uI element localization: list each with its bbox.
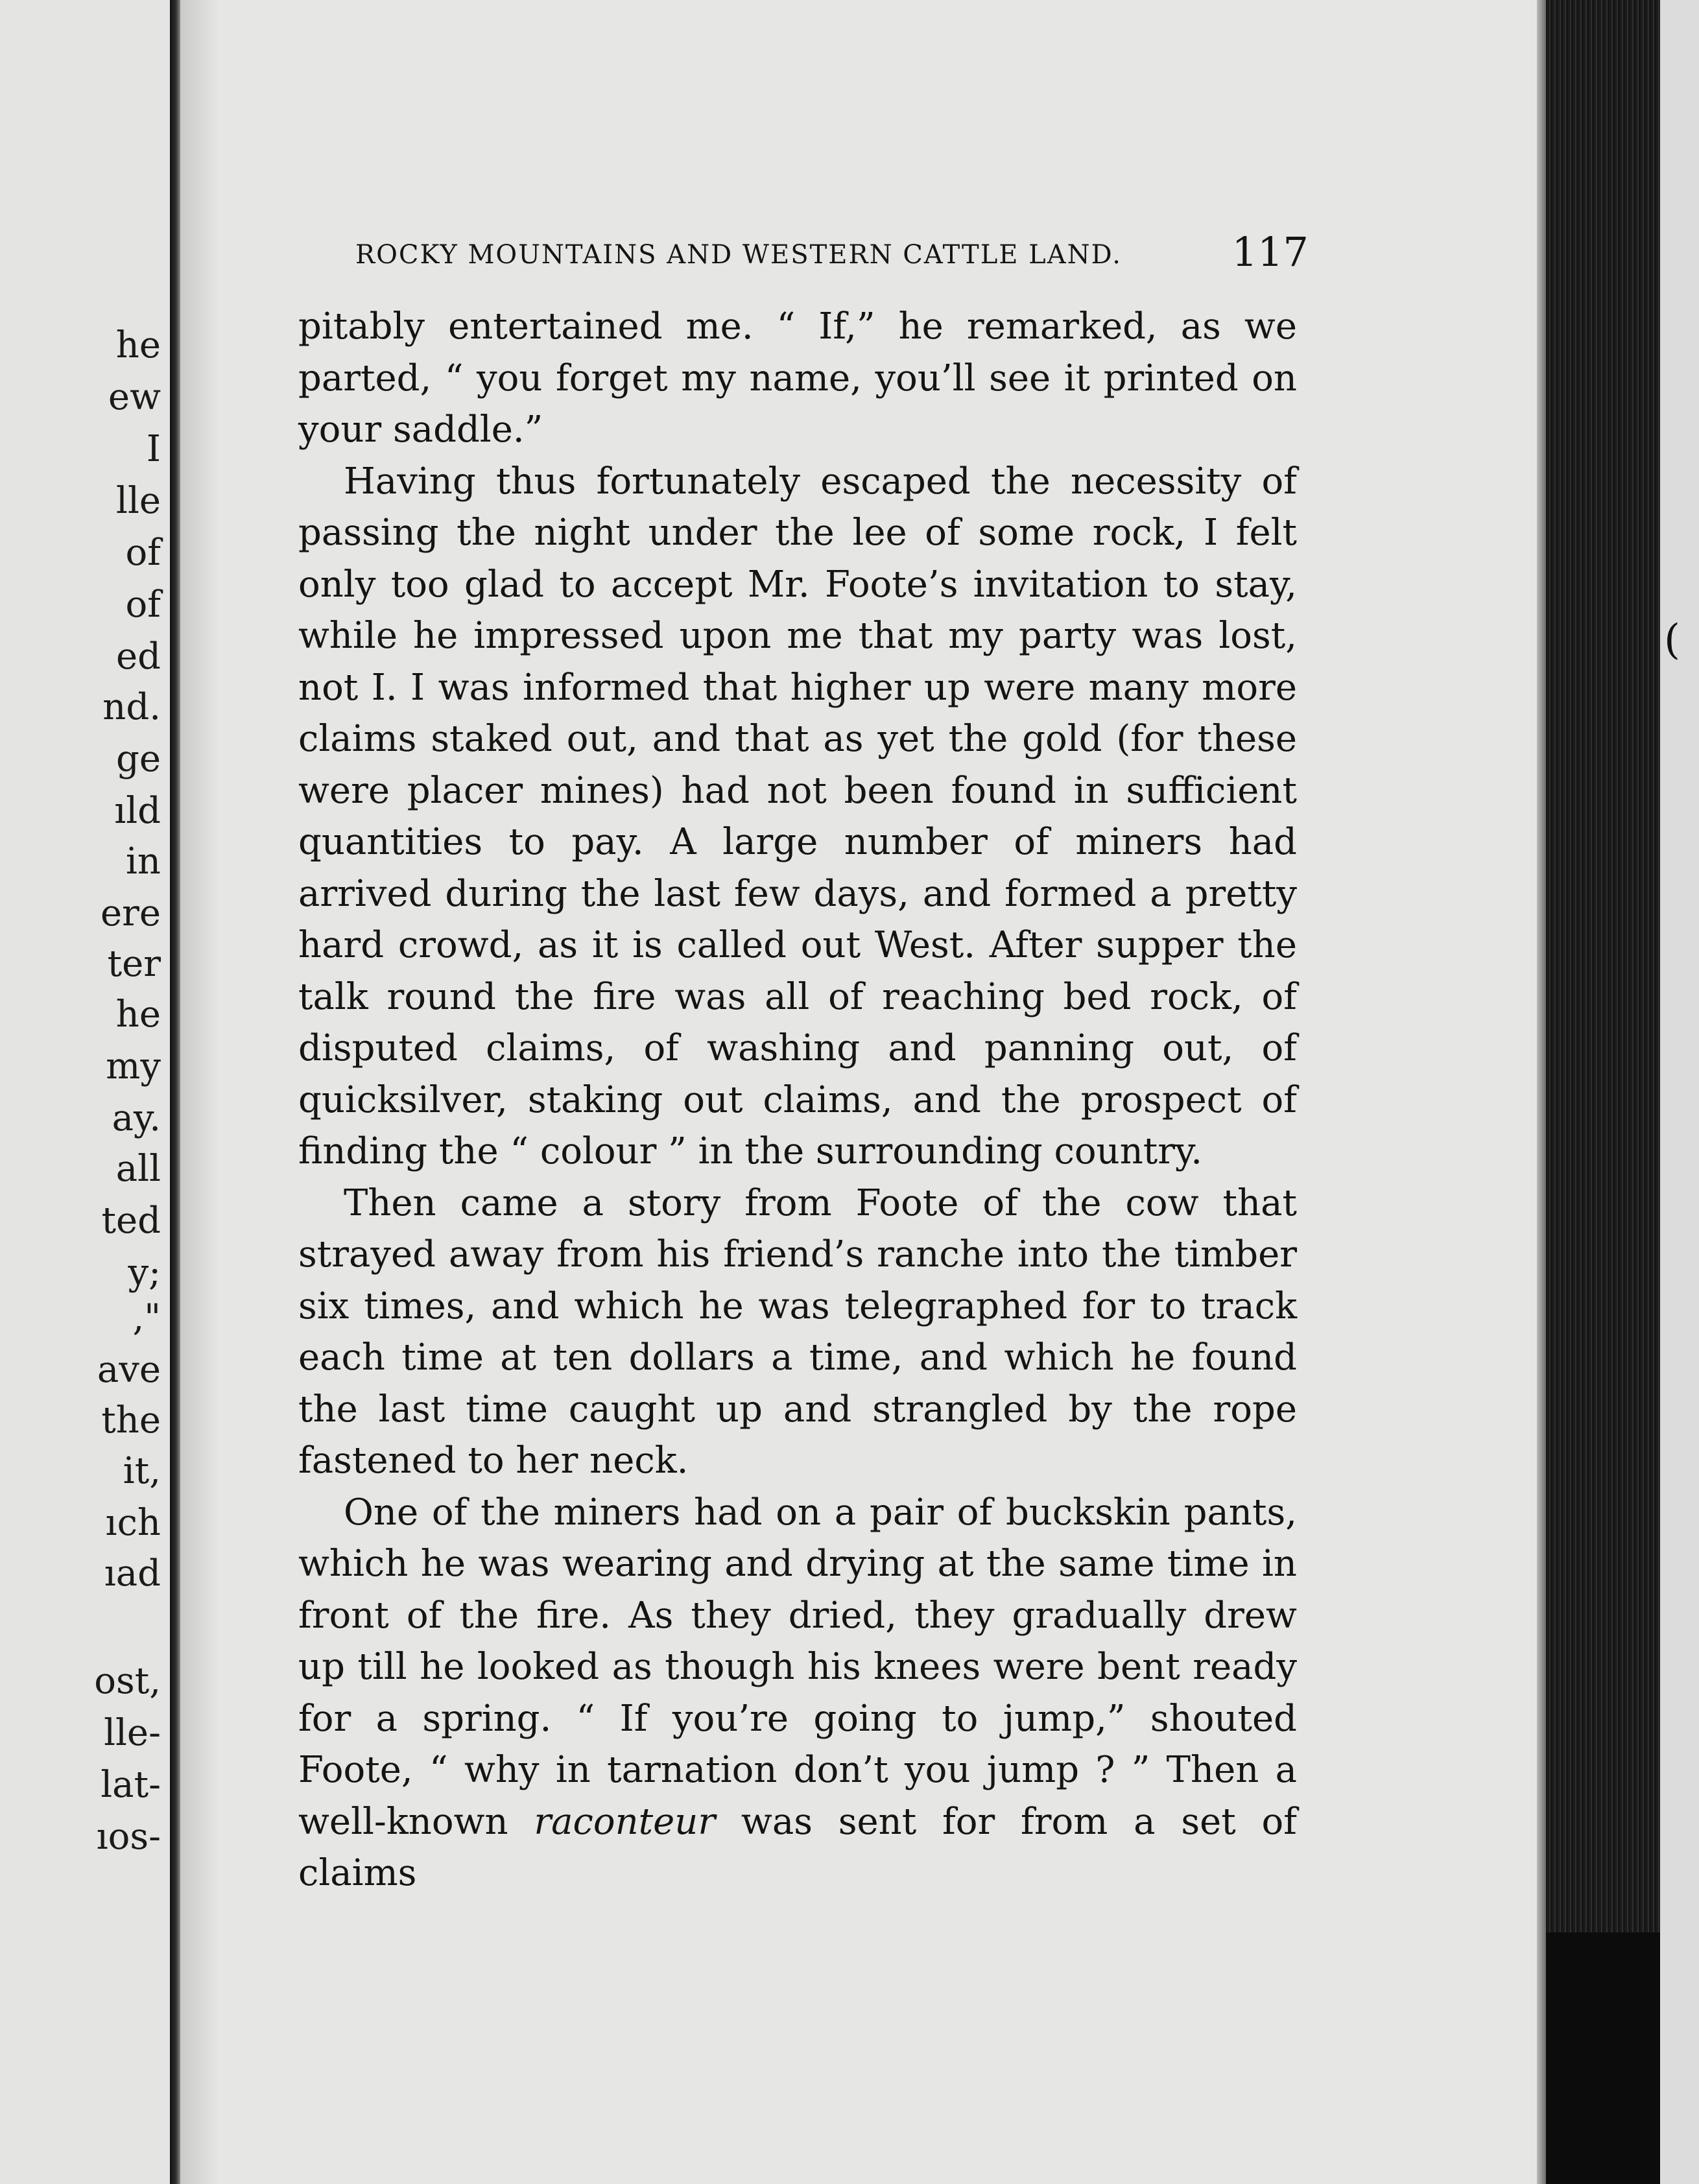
left-page-fragment: he	[115, 324, 161, 366]
left-page-fragment: ıld	[114, 790, 161, 832]
paragraph	[298, 1178, 1297, 1487]
left-facing-page	[0, 0, 170, 2184]
left-page-fragment: ,"	[132, 1297, 161, 1339]
left-page-fragment: my	[106, 1045, 161, 1087]
scan-margin	[1660, 0, 1699, 2184]
left-page-fragment: ıad	[104, 1552, 161, 1595]
left-page-fragment: nd.	[102, 686, 161, 728]
left-page-fragment: y;	[128, 1252, 161, 1294]
left-page-fragment: it,	[123, 1450, 161, 1492]
gutter-shadow	[180, 0, 219, 2184]
left-page-fragment: lle	[116, 480, 161, 522]
paragraph-text: was sent for from a set of claims	[298, 1800, 1297, 1894]
left-page-fragment: in	[126, 840, 161, 883]
book-gutter	[170, 0, 180, 2184]
italic-text: raconteur	[534, 1800, 716, 1843]
left-page-fragment: ere	[100, 892, 161, 934]
page-edge-highlight	[1537, 0, 1546, 2184]
left-page-fragment: of	[125, 584, 161, 626]
left-page-fragment: ted	[101, 1200, 161, 1242]
left-page-fragment: ave	[97, 1349, 161, 1391]
left-page-fragment: ost,	[94, 1660, 161, 1702]
paragraph-text: Having thus fortunately escaped the necessity of passing the night under the lee of some rock, I felt only too glad to accept Mr. Foote’s invitation to stay, while he impressed upon me that my party was lost, not I. I was informed that higher up were many more claims staked out, and that as yet the gold (for these were placer mines) had not been found in sufficient quantities to pay. A large number of miners had arrived during the last few days, and formed a pretty hard crowd, as it is called out West. After supper the talk round the fire was all of reaching bed rock, of disputed claims, of washing and panning out, of quicksilver, staking out claims, and the prospect of finding the “ colour ” in the surrounding country.	[298, 460, 1297, 1172]
paragraph	[298, 1487, 1297, 1899]
page-header	[355, 228, 1309, 280]
running-title: ROCKY MOUNTAINS AND WESTERN CATTLE LAND.	[355, 240, 1122, 270]
body-text	[298, 301, 1297, 1899]
left-page-fragment: he	[115, 993, 161, 1036]
left-page-fragment: lle-	[104, 1712, 161, 1754]
left-page-fragment: I	[146, 428, 161, 470]
paragraph	[298, 301, 1297, 456]
paragraph-text: Then came a story from Foote of the cow that strayed away from his friend’s ranche into the timber six times, and which he was telegraphed for to track each time at ten dollars a time, and which he found the last time caught up and strangled by the rope fastened to her neck.	[298, 1181, 1297, 1482]
left-page-fragment: ed	[116, 635, 161, 678]
paragraph-text: pitably entertained me. “ If,” he remarked, as we parted, “ you forget my name, you’ll see it printed on your saddle.”	[298, 305, 1297, 451]
left-page-fragment: ay.	[112, 1097, 161, 1139]
left-page-fragment: ıos-	[96, 1816, 161, 1858]
left-page-fragment: lat-	[101, 1764, 161, 1806]
left-page-fragment: ew	[108, 376, 161, 418]
left-page-fragment: all	[115, 1148, 161, 1190]
paragraph	[298, 456, 1297, 1178]
page-number: 117	[1231, 228, 1309, 276]
edge-bracket-mark: (	[1664, 616, 1680, 664]
paragraph-text: One of the miners had on a pair of buckskin pants, which he was wearing and drying at the same time in front of the fire. As they dried, they gradually drew up till he looked as though his knees were bent ready for a spring. “ If you’re going to jump,” shouted Foote, “ why in tarnation don’t you jump ? ” Then a well-known	[298, 1491, 1297, 1843]
left-page-fragment: ıch	[105, 1502, 161, 1544]
left-page-fragment: the	[101, 1399, 161, 1442]
left-page-fragment: ge	[116, 738, 161, 780]
left-page-fragment: ter	[107, 943, 161, 985]
left-page-fragment: of	[125, 532, 161, 574]
